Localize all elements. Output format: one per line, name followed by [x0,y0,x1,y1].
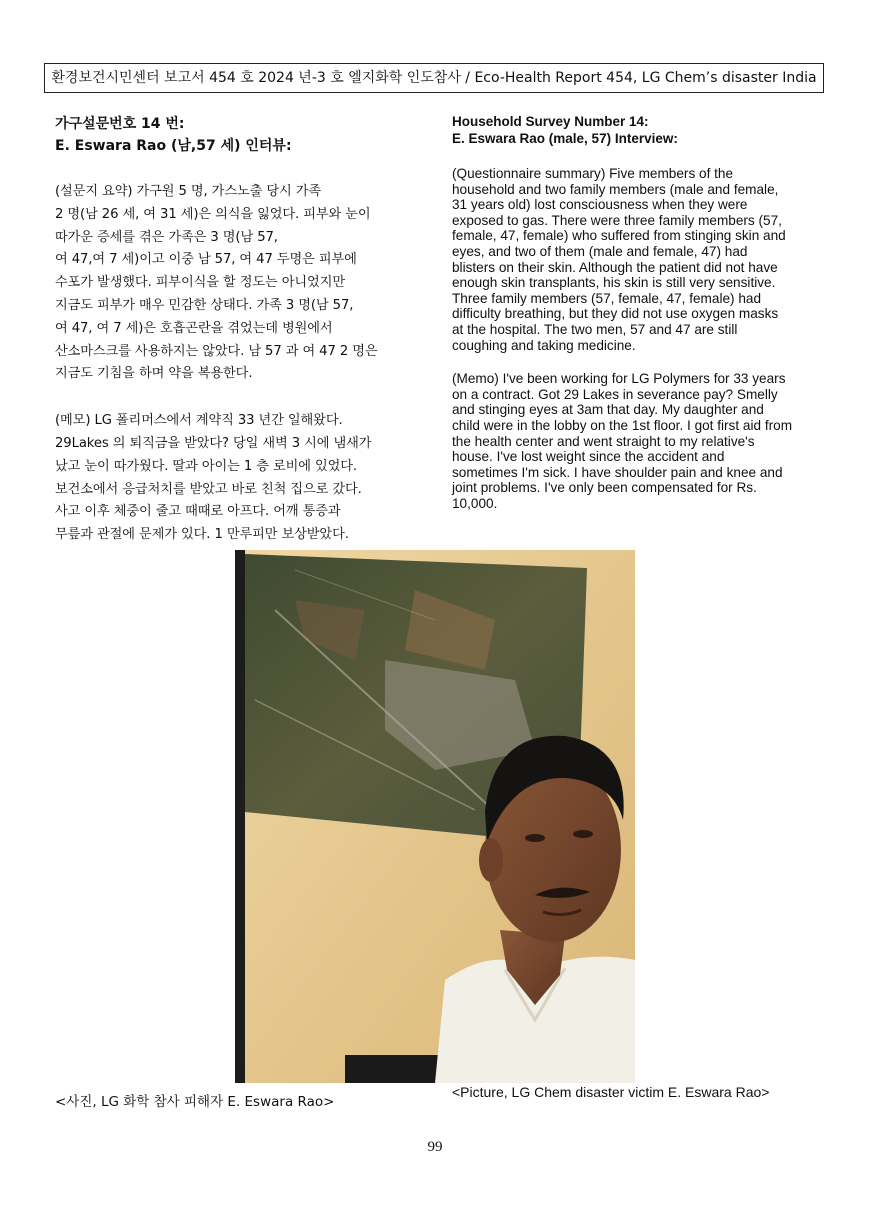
photo-caption-english: <Picture, LG Chem disaster victim E. Eswara Rao> [452,1084,770,1100]
english-summary-line: eyes, and two of them (male and female, 47) had [452,243,748,259]
running-header-text: 환경보건시민센터 보고서 454 호 2024 년-3 호 엘지화학 인도참사 / Eco-Health Report 454, LG Chem’s disaster India [51,70,817,86]
english-summary-line: household and two family members (male and female, [452,181,779,197]
korean-memo-line: (메모) LG 폴리머스에서 계약직 33 년간 일해왔다. [55,413,343,429]
page-number: 99 [427,1139,443,1155]
korean-summary-line: 지금도 기침을 하며 약을 복용한다. [55,366,253,382]
running-header [44,63,824,93]
korean-summary-line: 2 명(남 26 세, 여 31 세)은 의식을 잃었다. 피부와 눈이 [55,206,371,222]
english-memo-line: joint problems. I've only been compensated for Rs. [452,480,757,496]
english-memo-line: house. I've lost weight since the accident and [452,449,725,465]
english-summary-line: blisters on their skin. Although the patient did not have [452,259,778,275]
korean-summary [55,181,425,386]
english-memo-line: on a contract. Got 29 Lakes in severance pay? Smelly [452,386,778,402]
korean-memo-line: 사고 이후 체중이 줄고 때때로 아프다. 어깨 통증과 [55,504,341,520]
korean-heading-line1: 가구설문번호 14 번: [55,116,185,132]
english-summary-line: enough skin transplants, his skin is still very sensitive. [452,275,776,291]
english-heading-line2: E. Eswara Rao (male, 57) Interview: [452,131,678,146]
english-memo-line: the health center and went straight to my relative's [452,433,755,449]
english-summary-line: exposed to gas. There were three family members (57, [452,212,782,228]
korean-memo-line: 29Lakes 의 퇴직금을 받았다? 당일 새벽 3 시에 냄새가 [55,435,372,451]
english-summary-line: difficulty breathing, but they did not use oxygen masks [452,306,779,322]
korean-summary-line: 수포가 발생했다. 피부이식을 할 정도는 아니었지만 [55,275,345,291]
english-memo-line: (Memo) I've been working for LG Polymers for 33 years [452,371,786,387]
korean-summary-line: 여 47, 여 7 세)은 호흡곤란을 겪었는데 병원에서 [55,320,333,336]
english-memo-line: child were in the lobby on the 1st floor. I got first aid from [452,417,793,433]
english-summary-line: coughing and taking medicine. [452,337,636,353]
victim-photo [235,550,635,1083]
korean-heading-line2: E. Eswara Rao (남,57 세) 인터뷰: [55,138,292,154]
korean-memo-line: 보건소에서 응급처치를 받았고 바로 친척 집으로 갔다. [55,481,362,497]
korean-summary-line: (설문지 요약) 가구원 5 명, 가스노출 당시 가족 [55,184,321,199]
korean-summary-line: 지금도 피부가 매우 민감한 상태다. 가족 3 명(남 57, [55,297,354,313]
korean-column [55,113,425,547]
korean-memo [55,410,425,547]
english-summary-line: female, 47, female) who suffered from stinging skin and [452,228,786,244]
korean-summary-line: 여 47,여 7 세)이고 이중 남 57, 여 47 두명은 피부에 [55,252,357,268]
korean-summary-line: 산소마스크를 사용하지는 않았다. 남 57 과 여 47 2 명은 [55,343,378,359]
english-memo-line: 10,000. [452,495,498,511]
korean-memo-line: 났고 눈이 따가웠다. 딸과 아이는 1 층 로비에 있었다. [55,458,357,474]
english-column [452,113,832,511]
english-summary-line: Three family members (57, female, 47, female) had [452,290,762,306]
english-summary-line: (Questionnaire summary) Five members of the [452,166,734,181]
english-heading-line1: Household Survey Number 14: [452,114,649,129]
english-memo-line: and stinging eyes at 3am that day. My daughter and [452,402,764,418]
photo-caption-korean: <사진, LG 화학 참사 피해자 E. Eswara Rao> [55,1094,335,1110]
english-summary-line: at the hospital. The two men, 57 and 47 are still [452,321,738,337]
english-memo [452,371,832,511]
korean-summary-line: 따가운 증세를 겪은 가족은 3 명(남 57, [55,229,278,245]
english-memo-line: sometimes I'm sick. I have shoulder pain and knee and [452,464,783,480]
english-summary [452,166,832,353]
korean-memo-line: 무릎과 관절에 문제가 있다. 1 만루피만 보상받았다. [55,527,349,543]
english-summary-line: 31 years old) lost consciousness when they were [452,197,748,213]
